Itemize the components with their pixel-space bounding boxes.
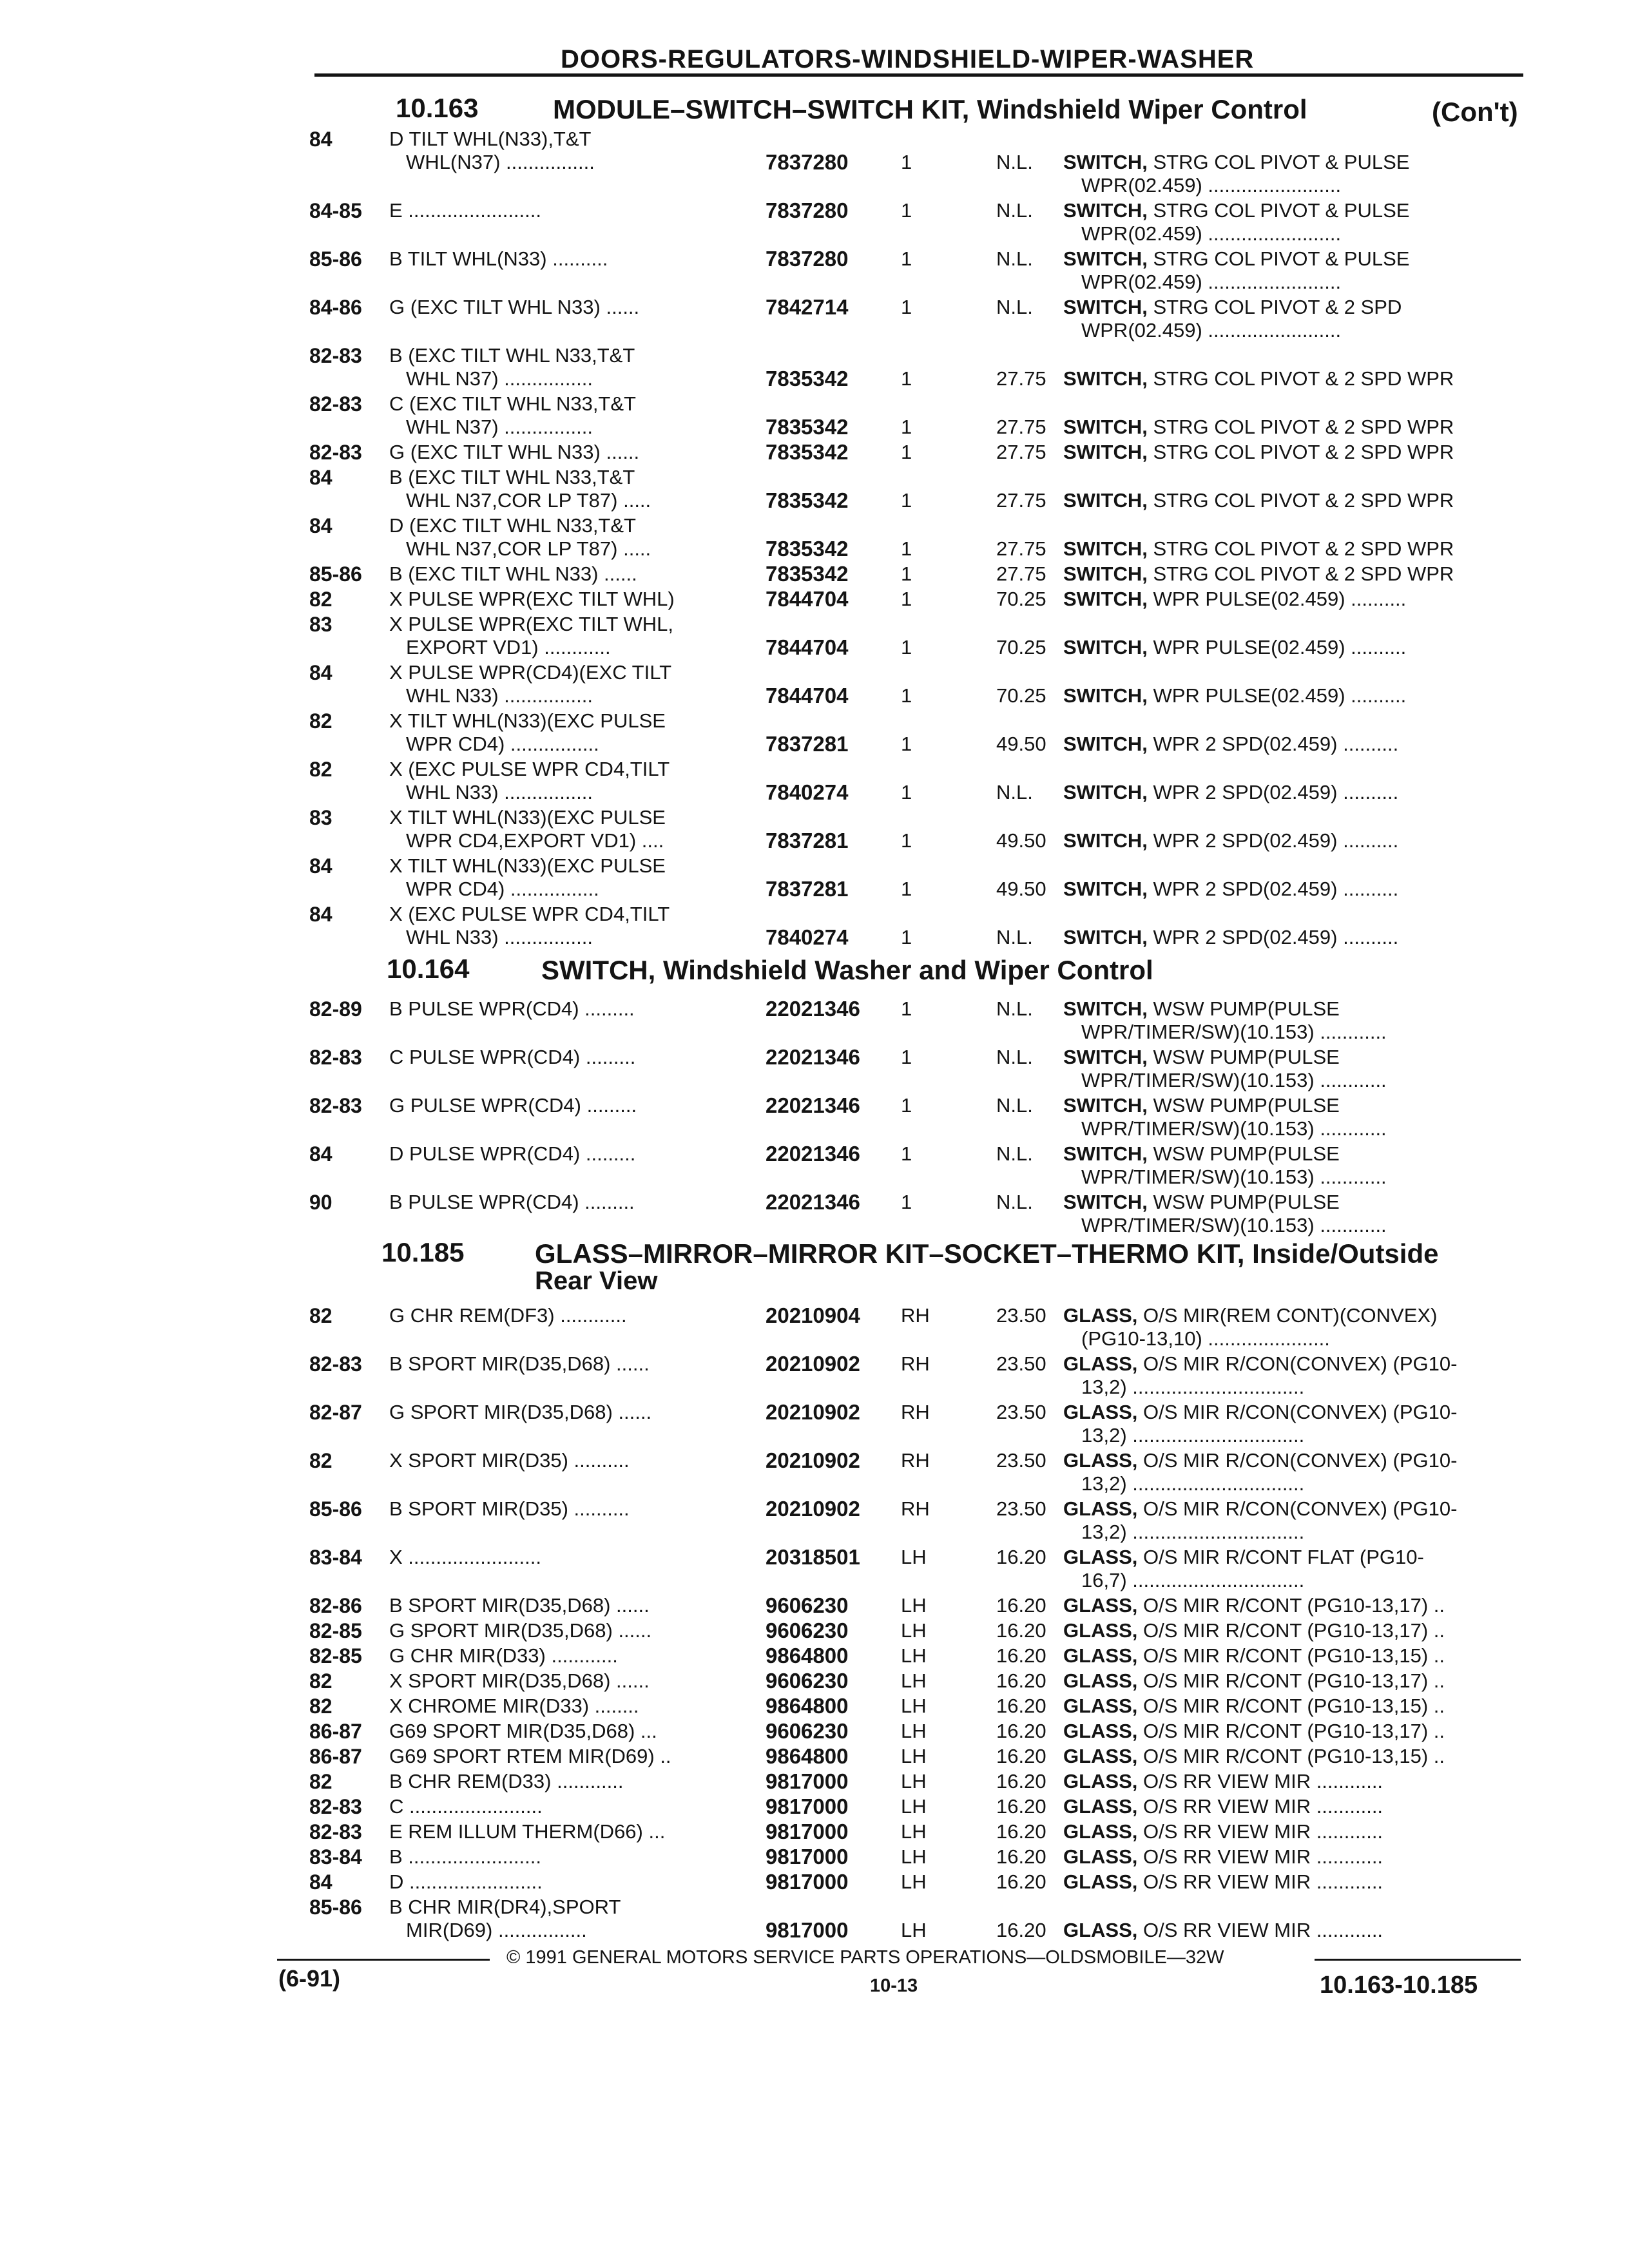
- footer-rule-left: [277, 1959, 490, 1961]
- model-year: 84: [309, 1870, 333, 1894]
- section-number: 10.185: [381, 1237, 465, 1267]
- price: 27.75: [996, 562, 1046, 585]
- application-text: G69 SPORT RTEM MIR(D69) ..: [389, 1745, 671, 1767]
- application-text: G (EXC TILT WHL N33) ......: [389, 296, 640, 318]
- part-number: 9864800: [766, 1694, 849, 1718]
- price: 23.50: [996, 1401, 1046, 1423]
- price: 16.20: [996, 1644, 1046, 1667]
- quantity: 1: [901, 781, 912, 803]
- application-text: X TILT WHL(N33)(EXC PULSE: [389, 806, 666, 829]
- quantity: LH: [901, 1720, 927, 1742]
- price: N.L.: [996, 997, 1033, 1020]
- part-number: 20210902: [766, 1352, 860, 1376]
- application-text: C PULSE WPR(CD4) .........: [389, 1046, 636, 1068]
- application-text: WHL N37,COR LP T87) .....: [406, 489, 651, 512]
- part-description: WPR(02.459) ........................: [1081, 174, 1342, 197]
- price: 16.20: [996, 1594, 1046, 1617]
- application-text: WHL(N37) ................: [406, 151, 595, 173]
- price: N.L.: [996, 199, 1033, 222]
- part-number: 9817000: [766, 1845, 849, 1869]
- model-year: 83-84: [309, 1845, 362, 1869]
- section-number: 10.164: [387, 954, 470, 984]
- quantity: 1: [901, 997, 912, 1020]
- part-number: 7835342: [766, 415, 849, 439]
- part-description: WPR(02.459) ........................: [1081, 222, 1342, 245]
- part-description: WPR/TIMER/SW)(10.153) ............: [1081, 1021, 1387, 1043]
- price: 16.20: [996, 1795, 1046, 1818]
- model-year: 82: [309, 1695, 333, 1718]
- application-text: B SPORT MIR(D35,D68) ......: [389, 1352, 650, 1375]
- part-description: 13,2) ...............................: [1081, 1376, 1305, 1398]
- application-text: G (EXC TILT WHL N33) ......: [389, 441, 640, 463]
- application-text: B SPORT MIR(D35,D68) ......: [389, 1594, 650, 1617]
- part-number: 20210902: [766, 1448, 860, 1472]
- application-text: X (EXC PULSE WPR CD4,TILT: [389, 758, 670, 780]
- quantity: 1: [901, 489, 912, 512]
- part-description: GLASS, O/S RR VIEW MIR ............: [1063, 1820, 1383, 1843]
- quantity: RH: [901, 1352, 930, 1375]
- header-rule: [314, 73, 1523, 77]
- quantity: LH: [901, 1845, 927, 1868]
- part-description: SWITCH, STRG COL PIVOT & 2 SPD: [1063, 296, 1402, 318]
- price: 16.20: [996, 1919, 1046, 1941]
- application-text: D (EXC TILT WHL N33,T&T: [389, 514, 636, 537]
- price: 70.25: [996, 636, 1046, 658]
- quantity: LH: [901, 1644, 927, 1667]
- quantity: LH: [901, 1546, 927, 1568]
- part-description: SWITCH, WPR PULSE(02.459) ..........: [1063, 684, 1407, 707]
- application-text: G SPORT MIR(D35,D68) ......: [389, 1619, 652, 1642]
- part-number: 7844704: [766, 587, 849, 611]
- application-text: X PULSE WPR(CD4)(EXC TILT: [389, 661, 672, 684]
- quantity: LH: [901, 1870, 927, 1893]
- part-description: SWITCH, STRG COL PIVOT & 2 SPD WPR: [1063, 489, 1454, 512]
- model-year: 82: [309, 709, 333, 733]
- part-number: 7844704: [766, 635, 849, 659]
- quantity: 1: [901, 562, 912, 585]
- application-text: X PULSE WPR(EXC TILT WHL,: [389, 613, 673, 635]
- part-description: WPR/TIMER/SW)(10.153) ............: [1081, 1214, 1387, 1236]
- application-text: X CHROME MIR(D33) ........: [389, 1695, 639, 1717]
- application-text: X (EXC PULSE WPR CD4,TILT: [389, 903, 670, 925]
- price: 27.75: [996, 489, 1046, 512]
- application-text: B (EXC TILT WHL N33,T&T: [389, 466, 635, 488]
- model-year: 82-85: [309, 1644, 362, 1667]
- part-description: SWITCH, WPR 2 SPD(02.459) ..........: [1063, 878, 1399, 900]
- part-description: SWITCH, STRG COL PIVOT & PULSE: [1063, 199, 1410, 222]
- part-number: 7837281: [766, 732, 849, 756]
- model-year: 84: [309, 1142, 333, 1166]
- part-description: SWITCH, STRG COL PIVOT & 2 SPD WPR: [1063, 416, 1454, 438]
- price: 16.20: [996, 1745, 1046, 1767]
- price: N.L.: [996, 1094, 1033, 1117]
- application-text: WHL N33) ................: [406, 781, 593, 803]
- part-description: GLASS, O/S MIR R/CONT (PG10-13,17) ..: [1063, 1619, 1445, 1642]
- part-number: 22021346: [766, 1045, 860, 1069]
- part-number: 20210902: [766, 1497, 860, 1521]
- part-description: GLASS, O/S RR VIEW MIR ............: [1063, 1770, 1383, 1792]
- application-text: WHL N37) ................: [406, 416, 593, 438]
- part-number: 9606230: [766, 1669, 849, 1693]
- application-text: E ........................: [389, 199, 541, 222]
- application-text: B TILT WHL(N33) ..........: [389, 247, 608, 270]
- price: 27.75: [996, 441, 1046, 463]
- footer-rule-right: [1315, 1959, 1521, 1961]
- application-text: X PULSE WPR(EXC TILT WHL): [389, 588, 675, 610]
- part-description: GLASS, O/S MIR R/CONT (PG10-13,17) ..: [1063, 1669, 1445, 1692]
- application-text: G CHR REM(DF3) ............: [389, 1304, 627, 1327]
- part-description: GLASS, O/S MIR R/CON(CONVEX) (PG10-: [1063, 1352, 1458, 1375]
- part-number: 9817000: [766, 1820, 849, 1843]
- part-description: GLASS, O/S MIR R/CONT (PG10-13,17) ..: [1063, 1720, 1445, 1742]
- quantity: LH: [901, 1619, 927, 1642]
- model-year: 84: [309, 128, 333, 151]
- model-year: 86-87: [309, 1745, 362, 1768]
- part-description: 13,2) ...............................: [1081, 1472, 1305, 1495]
- price: 49.50: [996, 878, 1046, 900]
- price: N.L.: [996, 781, 1033, 803]
- price: 16.20: [996, 1669, 1046, 1692]
- application-text: B CHR MIR(DR4),SPORT: [389, 1896, 621, 1918]
- part-description: WPR/TIMER/SW)(10.153) ............: [1081, 1166, 1387, 1188]
- application-text: WHL N33) ................: [406, 926, 593, 948]
- part-number: 7837281: [766, 877, 849, 901]
- model-year: 82-87: [309, 1401, 362, 1424]
- part-number: 22021346: [766, 1093, 860, 1117]
- part-description: SWITCH, WSW PUMP(PULSE: [1063, 1046, 1340, 1068]
- part-number: 7835342: [766, 440, 849, 464]
- section-title: SWITCH, Windshield Washer and Wiper Control: [541, 955, 1153, 985]
- application-text: EXPORT VD1) ............: [406, 636, 611, 658]
- price: N.L.: [996, 151, 1033, 173]
- price: 49.50: [996, 733, 1046, 755]
- quantity: 1: [901, 199, 912, 222]
- quantity: 1: [901, 367, 912, 390]
- model-year: 84: [309, 661, 333, 684]
- part-description: WPR/TIMER/SW)(10.153) ............: [1081, 1069, 1387, 1091]
- model-year: 85-86: [309, 1896, 362, 1919]
- part-description: SWITCH, STRG COL PIVOT & 2 SPD WPR: [1063, 562, 1454, 585]
- part-description: WPR(02.459) ........................: [1081, 271, 1342, 293]
- part-number: 9606230: [766, 1593, 849, 1617]
- application-text: B ........................: [389, 1845, 541, 1868]
- model-year: 82-86: [309, 1594, 362, 1617]
- part-number: 7837280: [766, 247, 849, 271]
- part-number: 20210902: [766, 1400, 860, 1424]
- model-year: 84-85: [309, 199, 362, 222]
- part-number: 7844704: [766, 684, 849, 707]
- part-number: 7835342: [766, 367, 849, 390]
- price: 27.75: [996, 367, 1046, 390]
- application-text: WHL N37,COR LP T87) .....: [406, 537, 651, 560]
- model-year: 90: [309, 1191, 333, 1214]
- part-description: GLASS, O/S RR VIEW MIR ............: [1063, 1870, 1383, 1893]
- application-text: G PULSE WPR(CD4) .........: [389, 1094, 637, 1117]
- model-year: 86-87: [309, 1720, 362, 1743]
- price: 49.50: [996, 829, 1046, 852]
- part-description: GLASS, O/S MIR(REM CONT)(CONVEX): [1063, 1304, 1438, 1327]
- quantity: 1: [901, 1191, 912, 1213]
- quantity: 1: [901, 1142, 912, 1165]
- quantity: 1: [901, 636, 912, 658]
- part-number: 20318501: [766, 1545, 860, 1569]
- section-title: GLASS–MIRROR–MIRROR KIT–SOCKET–THERMO KIT, Inside/Outside: [535, 1238, 1439, 1269]
- part-number: 9817000: [766, 1769, 849, 1793]
- quantity: LH: [901, 1919, 927, 1941]
- part-description: SWITCH, WSW PUMP(PULSE: [1063, 997, 1340, 1020]
- part-number: 22021346: [766, 997, 860, 1021]
- part-description: SWITCH, STRG COL PIVOT & PULSE: [1063, 247, 1410, 270]
- part-description: GLASS, O/S RR VIEW MIR ............: [1063, 1795, 1383, 1818]
- part-description: SWITCH, WSW PUMP(PULSE: [1063, 1094, 1340, 1117]
- part-description: SWITCH, WPR PULSE(02.459) ..........: [1063, 588, 1407, 610]
- model-year: 82-83: [309, 1046, 362, 1069]
- application-text: C ........................: [389, 1795, 543, 1818]
- part-description: SWITCH, STRG COL PIVOT & 2 SPD WPR: [1063, 537, 1454, 560]
- price: N.L.: [996, 1142, 1033, 1165]
- model-year: 82-83: [309, 1820, 362, 1843]
- part-number: 9606230: [766, 1719, 849, 1743]
- model-year: 84: [309, 514, 333, 537]
- price: N.L.: [996, 926, 1033, 948]
- application-text: B SPORT MIR(D35) ..........: [389, 1497, 630, 1520]
- quantity: 1: [901, 588, 912, 610]
- part-description: GLASS, O/S MIR R/CON(CONVEX) (PG10-: [1063, 1401, 1458, 1423]
- model-year: 84: [309, 466, 333, 489]
- part-description: GLASS, O/S MIR R/CONT FLAT (PG10-: [1063, 1546, 1424, 1568]
- price: 16.20: [996, 1720, 1046, 1742]
- price: N.L.: [996, 296, 1033, 318]
- part-description: SWITCH, STRG COL PIVOT & 2 SPD WPR: [1063, 367, 1454, 390]
- part-number: 9864800: [766, 1644, 849, 1667]
- part-description: GLASS, O/S MIR R/CON(CONVEX) (PG10-: [1063, 1497, 1458, 1520]
- part-number: 7837280: [766, 198, 849, 222]
- part-number: 9817000: [766, 1918, 849, 1942]
- model-year: 82: [309, 1669, 333, 1693]
- application-text: X ........................: [389, 1546, 541, 1568]
- model-year: 82-83: [309, 1094, 362, 1117]
- price: 16.20: [996, 1820, 1046, 1843]
- footer-section-range: 10.163-10.185: [1320, 1972, 1478, 1999]
- model-year: 82-83: [309, 392, 362, 416]
- application-text: B PULSE WPR(CD4) .........: [389, 1191, 635, 1213]
- part-number: 20210904: [766, 1303, 860, 1327]
- quantity: 1: [901, 829, 912, 852]
- application-text: B PULSE WPR(CD4) .........: [389, 997, 635, 1020]
- price: 16.20: [996, 1770, 1046, 1792]
- model-year: 85-86: [309, 247, 362, 271]
- quantity: LH: [901, 1820, 927, 1843]
- quantity: LH: [901, 1745, 927, 1767]
- part-number: 22021346: [766, 1142, 860, 1166]
- footer-page-number: 10-13: [870, 1975, 918, 1996]
- price: N.L.: [996, 247, 1033, 270]
- footer-revision-date: (6-91): [278, 1965, 341, 1992]
- application-text: D TILT WHL(N33),T&T: [389, 128, 592, 150]
- part-number: 9817000: [766, 1870, 849, 1894]
- part-number: 9606230: [766, 1619, 849, 1642]
- model-year: 85-86: [309, 1497, 362, 1521]
- part-number: 7835342: [766, 562, 849, 586]
- price: 23.50: [996, 1304, 1046, 1327]
- model-year: 82: [309, 1449, 333, 1472]
- application-text: C (EXC TILT WHL N33,T&T: [389, 392, 636, 415]
- model-year: 84: [309, 903, 333, 926]
- part-description: 13,2) ...............................: [1081, 1424, 1305, 1446]
- model-year: 84: [309, 854, 333, 878]
- part-number: 9864800: [766, 1744, 849, 1768]
- price: 16.20: [996, 1870, 1046, 1893]
- part-description: GLASS, O/S MIR R/CONT (PG10-13,15) ..: [1063, 1745, 1445, 1767]
- application-text: WPR CD4,EXPORT VD1) ....: [406, 829, 664, 852]
- part-number: 7842714: [766, 295, 849, 319]
- quantity: 1: [901, 684, 912, 707]
- part-description: GLASS, O/S MIR R/CONT (PG10-13,17) ..: [1063, 1594, 1445, 1617]
- part-description: GLASS, O/S RR VIEW MIR ............: [1063, 1845, 1383, 1868]
- application-text: WPR CD4) ................: [406, 733, 599, 755]
- part-description: WPR/TIMER/SW)(10.153) ............: [1081, 1117, 1387, 1140]
- part-number: 7840274: [766, 780, 849, 804]
- application-text: X SPORT MIR(D35) ..........: [389, 1449, 630, 1472]
- part-description: SWITCH, WSW PUMP(PULSE: [1063, 1191, 1340, 1213]
- part-number: 7837280: [766, 150, 849, 174]
- price: 16.20: [996, 1546, 1046, 1568]
- quantity: 1: [901, 878, 912, 900]
- quantity: 1: [901, 151, 912, 173]
- application-text: WPR CD4) ................: [406, 878, 599, 900]
- model-year: 82: [309, 1304, 333, 1327]
- application-text: G CHR MIR(D33) ............: [389, 1644, 618, 1667]
- application-text: D PULSE WPR(CD4) .........: [389, 1142, 636, 1165]
- section-number: 10.163: [396, 93, 479, 123]
- quantity: 1: [901, 1094, 912, 1117]
- model-year: 82: [309, 758, 333, 781]
- part-description: SWITCH, STRG COL PIVOT & PULSE: [1063, 151, 1410, 173]
- application-text: G SPORT MIR(D35,D68) ......: [389, 1401, 652, 1423]
- quantity: 1: [901, 247, 912, 270]
- quantity: LH: [901, 1594, 927, 1617]
- price: 23.50: [996, 1449, 1046, 1472]
- part-number: 7835342: [766, 537, 849, 561]
- quantity: RH: [901, 1401, 930, 1423]
- price: 16.20: [996, 1695, 1046, 1717]
- price: 27.75: [996, 537, 1046, 560]
- application-text: MIR(D69) ................: [406, 1919, 587, 1941]
- part-description: SWITCH, STRG COL PIVOT & 2 SPD WPR: [1063, 441, 1454, 463]
- part-description: SWITCH, WSW PUMP(PULSE: [1063, 1142, 1340, 1165]
- price: N.L.: [996, 1191, 1033, 1213]
- part-description: SWITCH, WPR 2 SPD(02.459) ..........: [1063, 926, 1399, 948]
- part-description: 13,2) ...............................: [1081, 1521, 1305, 1543]
- model-year: 83: [309, 613, 333, 636]
- part-description: WPR(02.459) ........................: [1081, 319, 1342, 341]
- part-description: SWITCH, WPR 2 SPD(02.459) ..........: [1063, 733, 1399, 755]
- quantity: LH: [901, 1795, 927, 1818]
- quantity: 1: [901, 441, 912, 463]
- section-title-continued: Rear View: [535, 1267, 658, 1295]
- part-description: SWITCH, WPR 2 SPD(02.459) ..........: [1063, 781, 1399, 803]
- part-description: SWITCH, WPR PULSE(02.459) ..........: [1063, 636, 1407, 658]
- part-number: 7837281: [766, 829, 849, 852]
- model-year: 82: [309, 588, 333, 611]
- quantity: RH: [901, 1304, 930, 1327]
- application-text: B (EXC TILT WHL N33) ......: [389, 562, 637, 585]
- price: 23.50: [996, 1352, 1046, 1375]
- part-description: (PG10-13,10) ......................: [1081, 1327, 1330, 1350]
- model-year: 83-84: [309, 1546, 362, 1569]
- part-description: GLASS, O/S MIR R/CON(CONVEX) (PG10-: [1063, 1449, 1458, 1472]
- price: 70.25: [996, 684, 1046, 707]
- application-text: B CHR REM(D33) ............: [389, 1770, 624, 1792]
- price: 70.25: [996, 588, 1046, 610]
- section-title: MODULE–SWITCH–SWITCH KIT, Windshield Wiper Control: [553, 94, 1307, 124]
- quantity: LH: [901, 1669, 927, 1692]
- application-text: WHL N33) ................: [406, 684, 593, 707]
- model-year: 83: [309, 806, 333, 829]
- part-number: 7840274: [766, 925, 849, 949]
- model-year: 82-89: [309, 997, 362, 1021]
- quantity: LH: [901, 1695, 927, 1717]
- part-description: GLASS, O/S MIR R/CONT (PG10-13,15) ..: [1063, 1644, 1445, 1667]
- part-description: GLASS, O/S MIR R/CONT (PG10-13,15) ..: [1063, 1695, 1445, 1717]
- quantity: RH: [901, 1449, 930, 1472]
- application-text: WHL N37) ................: [406, 367, 593, 390]
- model-year: 82: [309, 1770, 333, 1793]
- part-number: 22021346: [766, 1190, 860, 1214]
- application-text: X TILT WHL(N33)(EXC PULSE: [389, 854, 666, 877]
- part-description: GLASS, O/S RR VIEW MIR ............: [1063, 1919, 1383, 1941]
- quantity: 1: [901, 926, 912, 948]
- part-description: SWITCH, WPR 2 SPD(02.459) ..........: [1063, 829, 1399, 852]
- model-year: 82-83: [309, 1352, 362, 1376]
- price: 23.50: [996, 1497, 1046, 1520]
- quantity: RH: [901, 1497, 930, 1520]
- page-header-title: DOORS-REGULATORS-WINDSHIELD-WIPER-WASHER: [561, 45, 1255, 73]
- application-text: D ........................: [389, 1870, 543, 1893]
- application-text: X TILT WHL(N33)(EXC PULSE: [389, 709, 666, 732]
- model-year: 82-83: [309, 441, 362, 464]
- quantity: 1: [901, 1046, 912, 1068]
- price: N.L.: [996, 1046, 1033, 1068]
- application-text: E REM ILLUM THERM(D66) ...: [389, 1820, 666, 1843]
- part-description: 16,7) ...............................: [1081, 1569, 1305, 1591]
- quantity: 1: [901, 733, 912, 755]
- price: 16.20: [996, 1619, 1046, 1642]
- quantity: 1: [901, 416, 912, 438]
- quantity: 1: [901, 537, 912, 560]
- price: 16.20: [996, 1845, 1046, 1868]
- model-year: 84-86: [309, 296, 362, 319]
- quantity: LH: [901, 1770, 927, 1792]
- price: 27.75: [996, 416, 1046, 438]
- quantity: 1: [901, 296, 912, 318]
- model-year: 82-83: [309, 1795, 362, 1818]
- footer-copyright: © 1991 GENERAL MOTORS SERVICE PARTS OPERATIONS—OLDSMOBILE—32W: [506, 1947, 1224, 1968]
- continued-label: (Con't): [1432, 97, 1518, 127]
- model-year: 85-86: [309, 562, 362, 586]
- part-number: 7835342: [766, 488, 849, 512]
- model-year: 82-83: [309, 344, 362, 367]
- application-text: X SPORT MIR(D35,D68) ......: [389, 1669, 650, 1692]
- model-year: 82-85: [309, 1619, 362, 1642]
- application-text: B (EXC TILT WHL N33,T&T: [389, 344, 635, 367]
- application-text: G69 SPORT MIR(D35,D68) ...: [389, 1720, 657, 1742]
- part-number: 9817000: [766, 1794, 849, 1818]
